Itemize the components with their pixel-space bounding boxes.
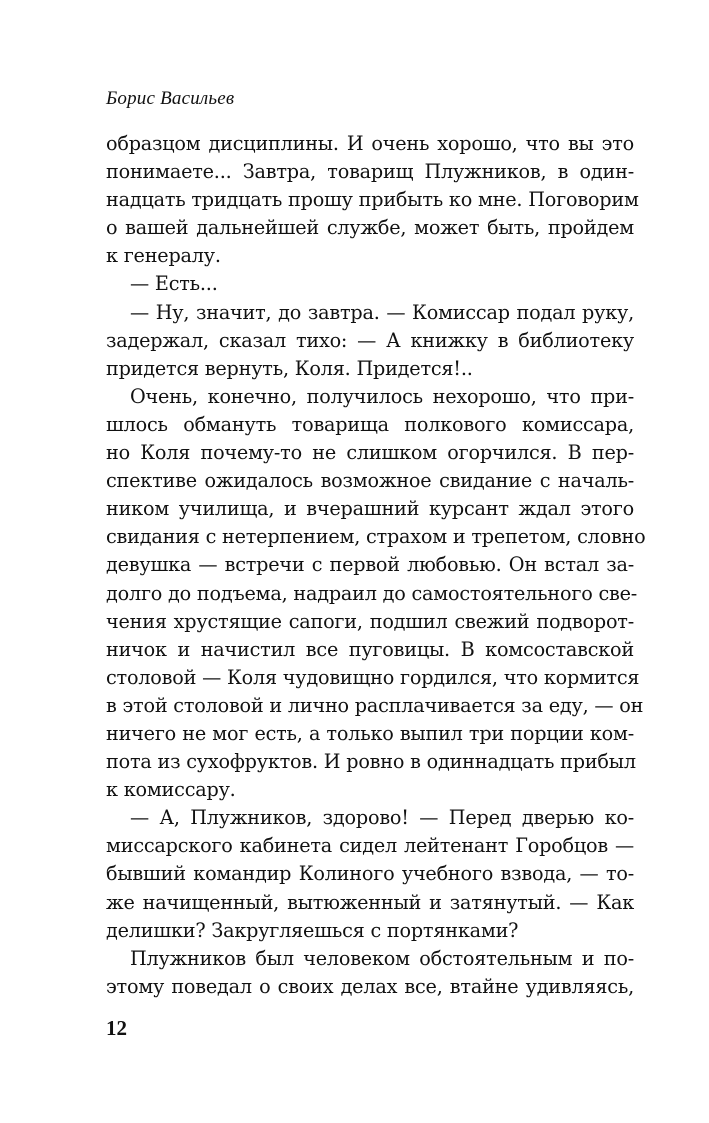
text-line: делишки? Закругляешься с портянками? — [106, 918, 519, 942]
text-line: спективе ожидалось возможное свидание с началь- — [106, 469, 634, 493]
text-line: образцом дисциплины. И очень хорошо, что вы это — [106, 132, 634, 155]
text-line: ничок и начистил все пуговицы. В комсоставской — [106, 637, 634, 661]
text-line: задержал, сказал тихо: — А книжку в библиотеку — [106, 328, 634, 352]
text-line: Плужников был человеком обстоятельным и по- — [130, 946, 634, 970]
text-line: ничего не мог есть, а только выпил три порции ком- — [106, 721, 634, 745]
text-line: свидания с нетерпением, страхом и трепетом, словно — [106, 525, 646, 549]
running-header-author: Борис Васильев — [106, 88, 235, 109]
text-line: столовой — Коля чудовищно гордился, что кормится — [106, 665, 640, 689]
text-line: долго до подъема, надраил до самостоятельного све- — [106, 581, 638, 605]
text-line: к генералу. — [106, 244, 221, 268]
text-line: бывший командир Колиного учебного взвода, — то- — [106, 862, 634, 886]
text-line: к комиссару. — [106, 778, 236, 802]
text-line: понимаете... Завтра, товарищ Плужников, в один- — [106, 160, 634, 184]
page-number: 12 — [106, 1016, 127, 1040]
text-line: о вашей дальнейшей службе, может быть, пройдем — [106, 216, 634, 240]
text-line: этому поведал о своих делах все, втайне удивляясь, — [106, 974, 634, 998]
text-line: придется вернуть, Коля. Придется!.. — [106, 356, 473, 380]
text-line: но Коля почему-то не слишком огорчился. В пер- — [106, 441, 634, 465]
text-line: ником училища, и вчерашний курсант ждал этого — [106, 497, 634, 521]
text-line: надцать тридцать прошу прибыть ко мне. Поговорим — [106, 188, 639, 212]
body-text — [106, 130, 646, 1001]
text-line: — Ну, значит, до завтра. — Комиссар подал руку, — [130, 300, 634, 324]
text-line: в этой столовой и лично расплачивается за еду, — он — [106, 693, 644, 717]
text-line: — А, Плужников, здорово! — Перед дверью ко- — [130, 806, 634, 830]
text-line: пота из сухофруктов. И ровно в одиннадцать прибыл — [106, 750, 636, 774]
text-line: же начищенный, вытюженный и затянутый. — Как — [106, 890, 634, 914]
text-line: — Есть... — [130, 272, 218, 296]
text-line: миссарского кабинета сидел лейтенант Горобцов — — [106, 834, 634, 858]
text-line: Очень, конечно, получилось нехорошо, что при- — [130, 384, 634, 408]
text-line: шлось обмануть товарища полкового комиссара, — [106, 412, 634, 436]
text-line: девушка — встречи с первой любовью. Он встал за- — [106, 553, 634, 577]
text-line: чения хрустящие сапоги, подшил свежий подворот- — [106, 609, 634, 633]
